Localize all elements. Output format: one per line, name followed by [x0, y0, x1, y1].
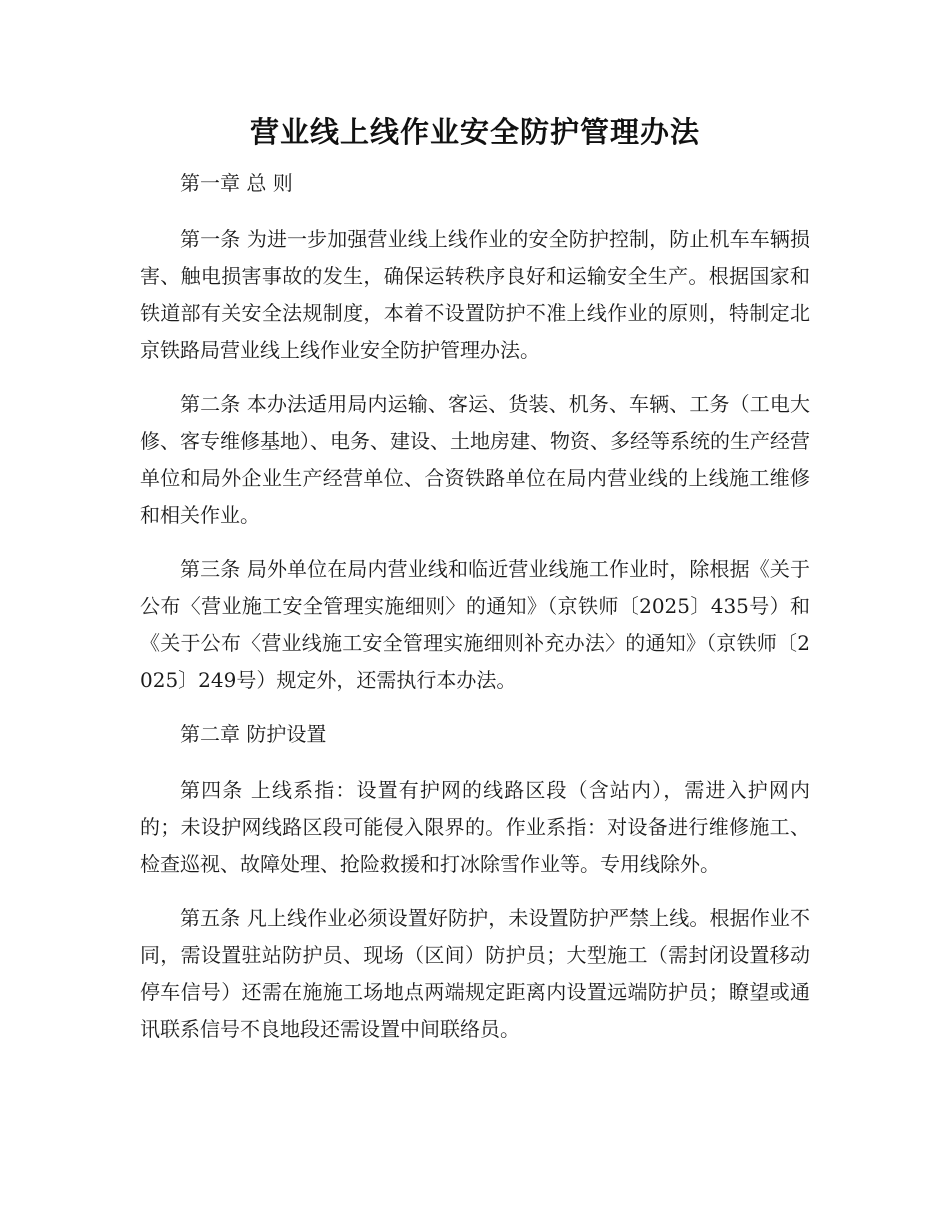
document-body [140, 165, 810, 1065]
article-1: 第一条 为进一步加强营业线上线作业的安全防护控制，防止机车车辆损害、触电损害事故的发生，确保运转秩序良好和运输安全生产。根据国家和铁道部有关安全法规制度，本着不设置防护不准上线作业的原则，特制定北京铁路局营业线上线作业安全防护管理办法。 [140, 227, 810, 362]
article-5: 第五条 凡上线作业必须设置好防护，未设置防护严禁上线。根据作业不同，需设置驻站防护员、现场（区间）防护员；大型施工（需封闭设置移动停车信号）还需在施施工场地点两端规定距离内设置远端防护员；瞭望或通讯联系信号不良地段还需设置中间联络员。 [140, 906, 810, 1041]
chapter-heading-1: 第一章 总 则 [180, 171, 293, 195]
article-4: 第四条 上线系指：设置有护网的线路区段（含站内），需进入护网内的；未设护网线路区段可能侵入限界的。作业系指：对设备进行维修施工、检查巡视、故障处理、抢险救援和打冰除雪作业等。专用线除外。 [140, 778, 810, 876]
article-2: 第二条 本办法适用局内运输、客运、货装、机务、车辆、工务（工电大修、客专维修基地）、电务、建设、土地房建、物资、多经等系统的生产经营单位和局外企业生产经营单位、合资铁路单位在局内营业线的上线施工维修和相关作业。 [140, 392, 810, 527]
article-3: 第三条 局外单位在局内营业线和临近营业线施工作业时，除根据《关于公布〈营业施工安全管理实施细则〉的通知》（京铁师〔2025〕435号）和《关于公布〈营业线施工安全管理实施细则补充办法〉的通知》（京铁师〔2025〕249号）规定外，还需执行本办法。 [140, 557, 810, 692]
document-title: 营业线上线作业安全防护管理办法 [249, 115, 700, 149]
chapter-heading-2: 第二章 防护设置 [180, 722, 327, 746]
